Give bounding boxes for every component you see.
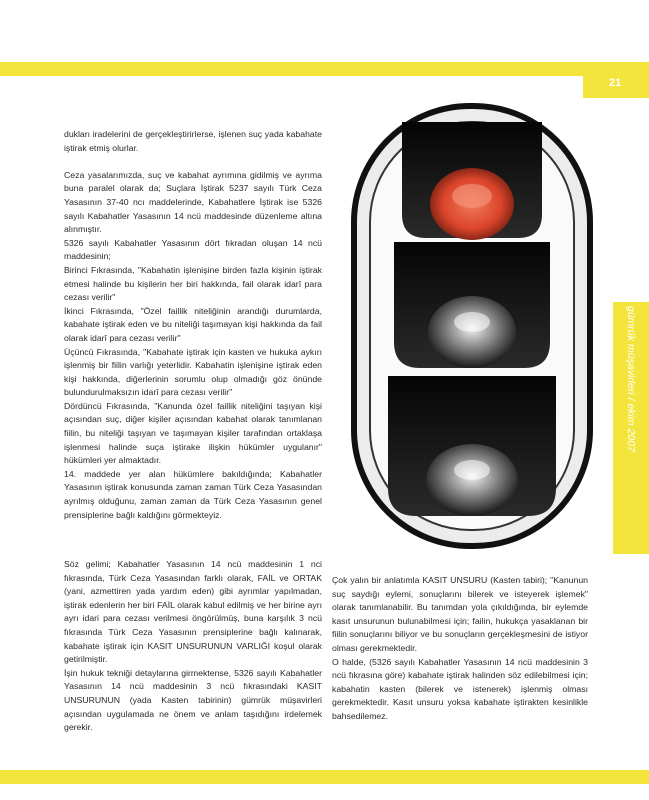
paragraph: Üçüncü Fıkrasında, "Kabahate iştirak için kasten ve hukuka aykırı işlenmiş bir fiilin varlığı yeterlidir. Kabahatin işlenişine iştirak eden kişi hakkında, diğerlerinin sorumlu olup olmadığı göz önünde bulundurulmaksızın idarî para cezası verilir" <box>64 346 322 398</box>
traffic-light-photo <box>332 96 612 554</box>
paragraph: Birinci Fıkrasında, "Kabahatin işlenişine birden fazla kişinin iştirak etmesi halinde bu kişilerin her biri hakkında, fail olarak idarî para cezası verilir" <box>64 264 322 303</box>
text-column-right <box>332 574 588 724</box>
paragraph: Dördüncü Fıkrasında, "Kanunda özel faillik niteliğini taşıyan kişi açısından suç, diğer kişiler açısından kabahat olarak tanımlanan fiilin, bu niteliği taşıyan ve taşımayan kişiler tarafından ortaklaşa işlenmesi halinde suça iştirake ilişkin hükümler uygulanır" hükümleri yer almaktadır. <box>64 400 322 466</box>
paragraph: Söz gelimi; Kabahatler Yasasının 14 ncü maddesinin 1 nci fıkrasında, Türk Ceza Yasasından farklı olarak, FAİL ve ORTAK (yani, azmettiren yada yardım eden) gibi ayrımlar yapılmadan, iştirak edenlerin her biri FAİL olarak kabul edilmiş ve her birine ayrı ayrı idari para cezası verilmesi öngörülmüş, buna karşılık 3 ncü fıkrasında Türk Ceza Yasasının prensiplerine bağlı kalınarak, kabahate iştirak için KASIT UNSURUNUN VARLIĞI koşul olarak getirilmiştir. <box>64 559 322 665</box>
text-column-left-bottom <box>64 558 322 735</box>
paragraph: Çok yalın bir anlatımla KASIT UNSURU (Kasten tabiri); "Kanunun suç saydığı eylemi, sonuçlarını bilerek ve isteyerek işlemek" olarak tanımlanabilir. Bu tanımdan yola çıkıldığında, bir eylemde kasıt unsurunun bulunabilmesi için; failin, hukukça yasaklanan bir fiilin sonuçlarını biliyor ve bu sonuçların gerçekleşmesini de istiyor olması gerekmektedir. <box>332 575 588 653</box>
paragraph: 5326 sayılı Kabahatler Yasasının dört fıkradan oluşan 14 ncü maddesinin; <box>64 237 322 262</box>
amber-lamp <box>394 242 550 368</box>
green-lamp <box>388 376 556 516</box>
page-number: 21 <box>609 77 622 89</box>
text-column-left-top <box>64 128 322 522</box>
header-band <box>0 62 649 76</box>
side-tab-text: gümrük müşavirleri / ekim 2007 <box>625 306 637 452</box>
paragraph: Ceza yasalarımızda, suç ve kabahat ayrımına gidilmiş ve ayrıma buna paralel olarak da; Suçlara İştirak 5237 sayılı Türk Ceza Yasasının 37-40 ncı maddelerinde, Kabahatlere İştirak ise 5326 sayılı Kabahatler Yasasının 14 ncü maddesinde düzenleme altına alınmıştır. <box>64 169 322 235</box>
red-lamp <box>402 122 542 240</box>
paragraph: 14. maddede yer alan hükümlere bakıldığında; Kabahatler Yasasının iştirak konusunda zaman zaman Türk Ceza Yasasından ayrılmış olduğunu, zaman zaman da Türk Ceza Yasasının genel prensiplerine bağlı kaldığını görmekteyiz. <box>64 468 322 520</box>
paragraph: O halde, (5326 sayılı Kabahatler Yasasının 14 ncü maddesinin 3 ncü fıkrasına göre) kabahate iştirak halinden söz edilebilmesi için; kabahatin kasten (bilerek ve istenerek) işlenmiş olması gerekmektedir. Kasıt unsuru yoksa kabahate iştirakten kesinlikle bahsedilemez. <box>332 656 588 721</box>
paragraph: dukları iradelerini de gerçekleştirirlerse, işlenen suç yada kabahate iştirak etmiş olurlar. <box>64 129 322 153</box>
paragraph: İşin hukuk tekniği detaylarına girmektense, 5326 sayılı Kabahatler Yasasının 14 ncü maddesinin 3 ncü fıkrasındaki KASIT UNSURUNUN (yada Kasten tabirinin) gümrük müşavirleri açısından uygulamada ne önem ve anlam taşıdığını irdelemek gerekir. <box>64 667 322 733</box>
paragraph: İkinci Fıkrasında, "Özel faillik niteliğinin arandığı durumlarda, kabahate iştirak eden ve bu niteliği taşımayan kişi hakkında da fail olarak idarî para cezası verilir" <box>64 305 322 343</box>
footer-band <box>0 770 649 784</box>
